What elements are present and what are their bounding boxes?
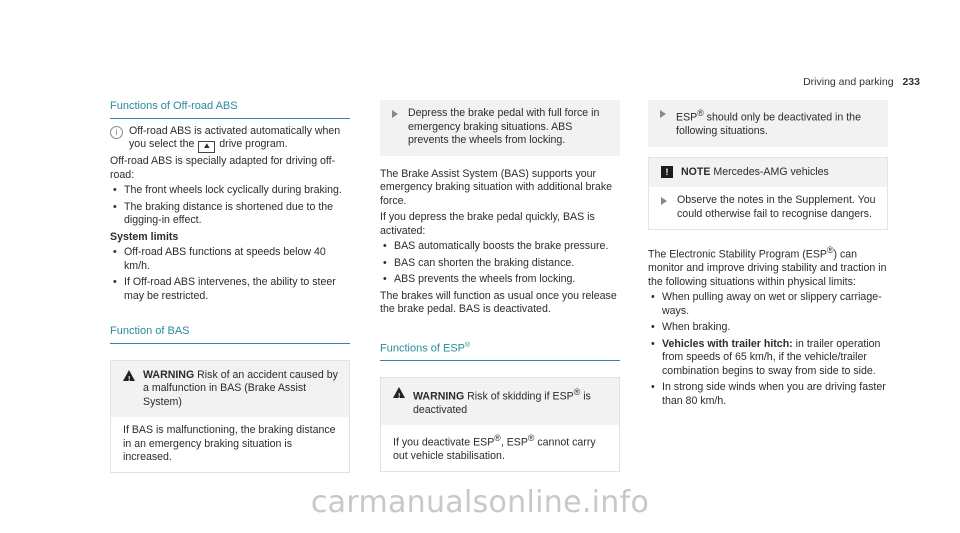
esp-bullet-list (648, 291, 888, 408)
column-2 (380, 100, 620, 472)
warning-icon: ! (393, 387, 405, 398)
list-item: • When pulling away on wet or slippery carriage-ways. (662, 291, 888, 318)
note-text: Mercedes-AMG vehicles (713, 165, 829, 178)
system-limits-title: System limits (110, 230, 179, 243)
note-step-text: Observe the notes in the Supplement. You could otherwise fail to recognise dangers. (677, 194, 876, 220)
warning-box-bas (110, 360, 350, 473)
list-item: • When braking. (662, 321, 888, 335)
intro-text: Off-road ABS is specially adapted for driving off-road: (110, 155, 336, 181)
list-item: • Off-road ABS functions at speeds below 40 km/h. (124, 246, 350, 273)
note-label: NOTE (681, 165, 711, 178)
list-item: • ABS prevents the wheels from locking. (394, 273, 620, 287)
heading-esp: Functions of ESP® (380, 339, 620, 361)
offroad-bullet-list (110, 184, 350, 228)
heading-bas: Function of BAS (110, 325, 350, 344)
list-item: • In strong side winds when you are driving faster than 80 km/h. (662, 381, 888, 408)
list-item: • The front wheels lock cyclically during braking. (124, 184, 350, 198)
note-text-before: Off-road ABS is activated automatically when you select the (129, 124, 341, 150)
info-icon: i (110, 126, 123, 139)
step-arrow-icon (661, 197, 667, 205)
note-text-after: drive program. (219, 138, 288, 150)
info-note (110, 125, 350, 154)
step-text: Depress the brake pedal with full force in emergency braking situations. ABS prevents the wheels from locking. (408, 107, 600, 146)
column-3 (648, 100, 888, 411)
page-number: 233 (902, 76, 920, 88)
watermark: carmanualsonline.info (310, 485, 650, 520)
bas-bullet-list (380, 240, 620, 287)
action-step (649, 187, 887, 229)
limits-list (110, 246, 350, 303)
warning-label: WARNING (413, 390, 465, 403)
bas-para-3: The brakes will function as usual once you release the brake pedal. BAS is deactivated. (380, 289, 617, 315)
step-arrow-icon (660, 110, 666, 118)
list-item: • Vehicles with trailer hitch: in trailer operation from speeds of 65 km/h, if the vehicle/trailer combination begins to sway from side to side. (662, 338, 888, 379)
list-item: • BAS automatically boosts the brake pressure. (394, 240, 620, 254)
action-step (380, 100, 620, 156)
bas-para-1: The Brake Assist System (BAS) supports your emergency braking situation with additional brake force. (380, 167, 613, 207)
note-box-amg (648, 157, 888, 231)
warning-icon: ! (123, 370, 135, 381)
offroad-drive-icon: ⛰ (198, 141, 215, 153)
warning-label: WARNING (143, 368, 195, 381)
running-head-title: Driving and parking (803, 76, 894, 88)
list-item: • BAS can shorten the braking distance. (394, 257, 620, 271)
warning-box-esp: ! WARNING Risk of skidding if ESP® is deactivated If you deactivate ESP®, ESP® cannot carry out vehicle stabilisation. (380, 377, 620, 472)
step-arrow-icon (392, 110, 398, 118)
list-item: • The braking distance is shortened due to the digging-in effect. (124, 201, 350, 228)
esp-para: The Electronic Stability Program (ESP®) can monitor and improve driving stability and traction in the following situations within physical limits: (648, 245, 887, 288)
heading-offroad-abs: Functions of Off-road ABS (110, 100, 350, 119)
running-head (803, 76, 920, 90)
list-item: • If Off-road ABS intervenes, the ability to steer may be restricted. (124, 276, 350, 303)
column-1 (110, 100, 350, 473)
warning-body: If BAS is malfunctioning, the braking distance in an emergency braking situation is increased. (123, 424, 336, 463)
bas-para-2: If you depress the brake pedal quickly, BAS is activated: (380, 211, 595, 237)
warning-body: If you deactivate ESP®, ESP® cannot carry out vehicle stabilisation. (393, 433, 596, 463)
warning-text: Risk of an accident caused by a malfunction in BAS (Brake Assist System) (143, 368, 338, 408)
note-icon: ! (661, 166, 673, 178)
action-step: ESP® should only be deactivated in the following situations. (648, 100, 888, 147)
